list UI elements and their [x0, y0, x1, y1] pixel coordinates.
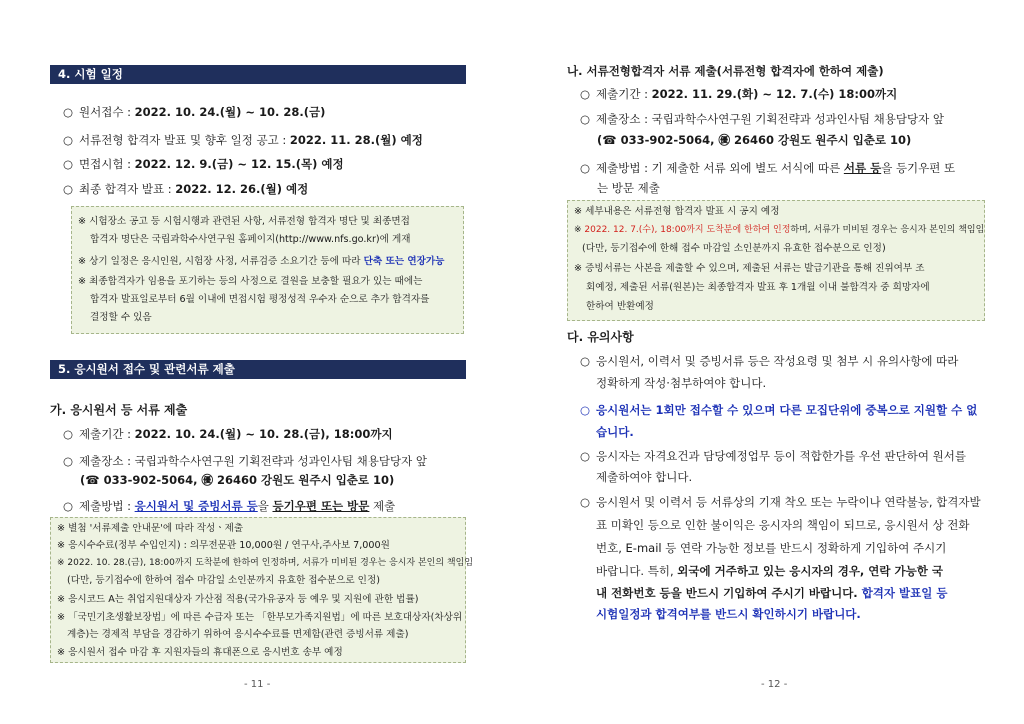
submission-method: ○ 제출방법 : 응시원서 및 증빙서류 등을 등기우편 또는 방문 제출	[63, 499, 396, 513]
section-4-header: 4. 시험 일정	[50, 65, 466, 84]
submission-period: ○ 제출기간 : 2022. 10. 24.(월) ~ 10. 28.(금), 18:00까지	[63, 427, 393, 441]
notice-item: ○ 응시자는 자격요건과 담당예정업무 등이 적합한가를 우선 판단하여 원서를	[580, 449, 966, 463]
notice-item-cont: 제출하여야 합니다.	[596, 470, 693, 484]
page-12: 나. 서류전형합격자 서류 제출(서류전형 합격자에 한하여 제출) ○ 제출기간 : 2022. 11. 29.(화) ~ 12. 7.(수) 18:00까지 ○ 제출장소 : 국립과학수사연구원 기획전략과 성과인사팀 채용담당자 앞 (☎ 033-902-5064, ㊝ 26460 강원도 원주시 입춘로 10) ○ 제출방법 : 기 제출한 서류 외에 별도 서식에 따른 서류 등을 등기우편 또 는 방문 제출 ※ 세부내용은 서류전형 합격자 발표 시 공지 예정 ※ 2022. 12. 7.(수), 18:00까지 도착분에 한하여 인정하며, 서류가 미비된 경우는 응시자 본인의 책임임 (다만, 등기접수에 한해 접수 마감일 소인분까지 유효한 접수분으로 인정) ※ 증빙서류는 사본을 제출할 수 있으며, 제출된 서류는 발급기관을 통해 진위여부 조 회예정, 제출된 서류(원본)는 최종합격자 발표 후 1개월 이내 불합격자 중 희망자에 한하여 반환예정 다. 유의사항 ○ 응시원서, 이력서 및 증빙서류 등은 작성요령 및 첨부 시 유의사항에 따라 정확하게 작성·첨부하여야 합니다. ○ 응시원서는 1회만 접수할 수 있으며 다른 모집단위에 중복으로 지원할 수 없 습니다. ○ 응시자는 자격요건과 담당예정업무 등이 적합한가를 우선 판단하여 원서를 제출하여야 합니다. ○ 응시원서 및 이력서 등 서류상의 기재 착오 또는 누락이나 연락불능, 합격자발 표 미확인 등으로 인한 불이익은 응시자의 책임이 되므로, 응시원서 상 전화 번호, E-mail 등 연락 가능한 정보를 반드시 정확하게 기입하여 주시기 바랍니다. 특히, 외국에 거주하고 있는 응시자의 경우, 연락 가능한 국 내 전화번호 등을 반드시 기입하여 주시기 바랍니다. 합격자 발표일 등 시험일정과 합격여부를 반드시 확인하시기 바랍니다. - 12 -	[567, 64, 985, 690]
schedule-note-box: ※ 시험장소 공고 등 시험시행과 관련된 사항, 서류전형 합격자 명단 및 최종면접 합격자 명단은 국립과학수사연구원 홈페이지(http://www.nfs.go.kr)에 게재 ※ 상기 일정은 응시인원, 시험장 사정, 서류검증 소요기간 등에 따라 단축 또는 연장가능 ※ 최종합격자가 임용을 포기하는 등의 사정으로 결원을 보충할 필요가 있는 때에는 합격자 발표일로부터 6월 이내에 면접시험 평정성적 우수자 순으로 추가 합격자를 결정할 수 있음	[71, 206, 464, 334]
submission-contact: (☎ 033-902-5064, ㊝ 26460 강원도 원주시 입춘로 10)	[597, 133, 912, 147]
notice-item: ○ 응시원서, 이력서 및 증빙서류 등은 작성요령 및 첨부 시 유의사항에 따라	[580, 354, 959, 368]
subsection-da: 다. 유의사항	[567, 330, 634, 344]
subsection-na: 나. 서류전형합격자 서류 제출(서류전형 합격자에 한하여 제출)	[567, 64, 884, 78]
notice-item-cont: 습니다.	[596, 425, 634, 439]
schedule-item: ○ 최종 합격자 발표 : 2022. 12. 26.(월) 예정	[63, 182, 309, 196]
schedule-item: ○ 서류전형 합격자 발표 및 향후 일정 공고 : 2022. 11. 28.(월) 예정	[63, 133, 423, 147]
page-number: - 11 -	[244, 679, 271, 690]
notice-item-cont: 정확하게 작성·첨부하여야 합니다.	[596, 376, 767, 390]
section-5-header: 5. 응시원서 접수 및 관련서류 제출	[50, 360, 466, 379]
submission-period: ○ 제출기간 : 2022. 11. 29.(화) ~ 12. 7.(수) 18:00까지	[580, 87, 898, 101]
submission-note-box: ※ 별첨 '서류제출 안내문'에 따라 작성ㆍ제출 ※ 응시수수료(정부 수입인지) : 의무전문관 10,000원 / 연구사,주사보 7,000원 ※ 2022. 10. 28.(금), 18:00까지 도착분에 한하여 인정하며, 서류가 미비된 경우는 응시자 본인의 책임임 (다만, 등기접수에 한하여 접수 마감일 소인분까지 유효한 접수분으로 인정) ※ 응시코드 A는 취업지원대상자 가산점 적용(국가유공자 등 예우 및 지원에 관한 법률) ※ 「국민기초생활보장법」에 따른 수급자 또는 「한부모가족지원법」에 따른 보호대상자(차상위 계층)는 경제적 부담을 경감하기 위하여 응시수수료를 면제함(관련 증빙서류 제출) ※ 응시원서 접수 마감 후 지원자들의 휴대폰으로 응시번호 송부 예정	[50, 517, 466, 663]
submission-method-cont: 는 방문 제출	[597, 181, 660, 195]
page-number: - 12 -	[761, 679, 788, 690]
submission-method: ○ 제출방법 : 기 제출한 서류 외에 별도 서식에 따른 서류 등을 등기우편 또	[580, 161, 956, 175]
schedule-item: ○ 원서접수 : 2022. 10. 24.(월) ~ 10. 28.(금)	[63, 105, 326, 119]
notice-item: ○ 응시원서는 1회만 접수할 수 있으며 다른 모집단위에 중복으로 지원할 수 없	[580, 403, 978, 417]
submission-place: ○ 제출장소 : 국립과학수사연구원 기획전략과 성과인사팀 채용담당자 앞	[63, 454, 427, 468]
submission-note-box: ※ 세부내용은 서류전형 합격자 발표 시 공지 예정 ※ 2022. 12. 7.(수), 18:00까지 도착분에 한하여 인정하며, 서류가 미비된 경우는 응시자 본인의 책임임 (다만, 등기접수에 한해 접수 마감일 소인분까지 유효한 접수분으로 인정) ※ 증빙서류는 사본을 제출할 수 있으며, 제출된 서류는 발급기관을 통해 진위여부 조 회예정, 제출된 서류(원본)는 최종합격자 발표 후 1개월 이내 불합격자 중 희망자에 한하여 반환예정	[567, 200, 985, 321]
submission-place: ○ 제출장소 : 국립과학수사연구원 기획전략과 성과인사팀 채용담당자 앞	[580, 112, 944, 126]
schedule-item: ○ 면접시험 : 2022. 12. 9.(금) ~ 12. 15.(목) 예정	[63, 157, 344, 171]
subsection-ga: 가. 응시원서 등 서류 제출	[50, 403, 188, 417]
notice-item: ○ 응시원서 및 이력서 등 서류상의 기재 착오 또는 누락이나 연락불능, 합격자발	[580, 495, 981, 509]
submission-contact: (☎ 033-902-5064, ㊝ 26460 강원도 원주시 입춘로 10)	[80, 473, 395, 487]
